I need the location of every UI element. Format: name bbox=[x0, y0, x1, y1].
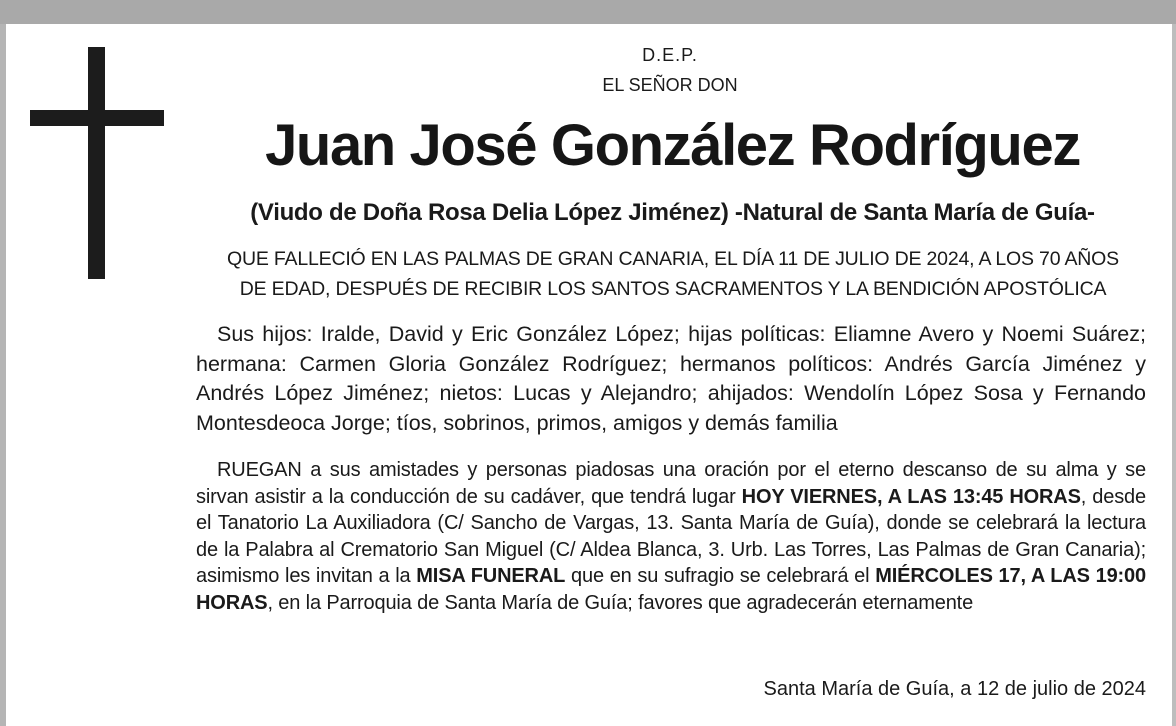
funeral-mass-bold: MISA FUNERAL bbox=[416, 565, 566, 587]
deceased-name: Juan José González Rodríguez bbox=[265, 113, 1080, 178]
death-statement-line-2: DE EDAD, DESPUÉS DE RECIBIR LOS SANTOS SACRAMENTOS Y LA BENDICIÓN APOSTÓLICA bbox=[239, 278, 1107, 300]
death-statement-line-1: QUE FALLECIÓ EN LAS PALMAS DE GRAN CANARIA, EL DÍA 11 DE JULIO DE 2024, A LOS 70 AÑOS bbox=[227, 248, 1119, 270]
family-paragraph: Sus hijos: Iralde, David y Eric González López; hijas políticas: Eliamne Avero y Noemi Suárez; hermana: Carmen Gloria González Rodríguez; hermanos políticos: Andrés García Jiménez y Andrés López Jiménez; nietos: Lucas y Alejandro; ahijados: Wendolín López Sosa y Fernando Montesdeoca Jorge; tíos, sobrinos, primos, amigos y demás familia bbox=[196, 322, 1146, 435]
cross-vertical-beam bbox=[88, 47, 105, 279]
service-text-1: RUEGAN a sus amistades y personas piadosas una oración por el eterno descanso de su alma y se sirvan asistir a la conducción de su cadáver, que tendrá lugar bbox=[196, 459, 1146, 508]
death-statement bbox=[193, 244, 1153, 304]
top-frame-bar bbox=[0, 0, 1176, 24]
service-text-2: , desde el Tanatorio La Auxiliadora (C/ Sancho de Vargas, 13. Santa María de Guía), donde se celebrará la lectura de la Palabra al Crematorio San Miguel (C/ Aldea Blanca, 3. Urb. Las Torres, Las Palmas de Gran Canaria); asimismo les invitan a la bbox=[196, 485, 1146, 587]
service-paragraph bbox=[196, 457, 1146, 616]
service-text-4: , en la Parroquia de Santa María de Guía; favores que agradecerán eternamente bbox=[267, 591, 974, 614]
left-frame-border bbox=[0, 24, 6, 726]
cross-horizontal-beam bbox=[30, 110, 164, 126]
service-time-bold: HOY VIERNES, A LAS 13:45 HORAS bbox=[741, 485, 1081, 508]
intro-heading: EL SEÑOR DON bbox=[602, 75, 738, 95]
deceased-subtitle: (Viudo de Doña Rosa Delia López Jiménez) -Natural de Santa María de Guía- bbox=[250, 199, 1095, 226]
service-text-3: que en su sufragio se celebrará el bbox=[565, 565, 876, 587]
dep-heading: D.E.P. bbox=[642, 45, 698, 65]
mass-time-bold: MIÉRCOLES 17, A LAS 19:00 HORAS bbox=[196, 565, 1146, 614]
place-and-date: Santa María de Guía, a 12 de julio de 2024 bbox=[763, 678, 1146, 700]
right-frame-border bbox=[1172, 24, 1176, 726]
